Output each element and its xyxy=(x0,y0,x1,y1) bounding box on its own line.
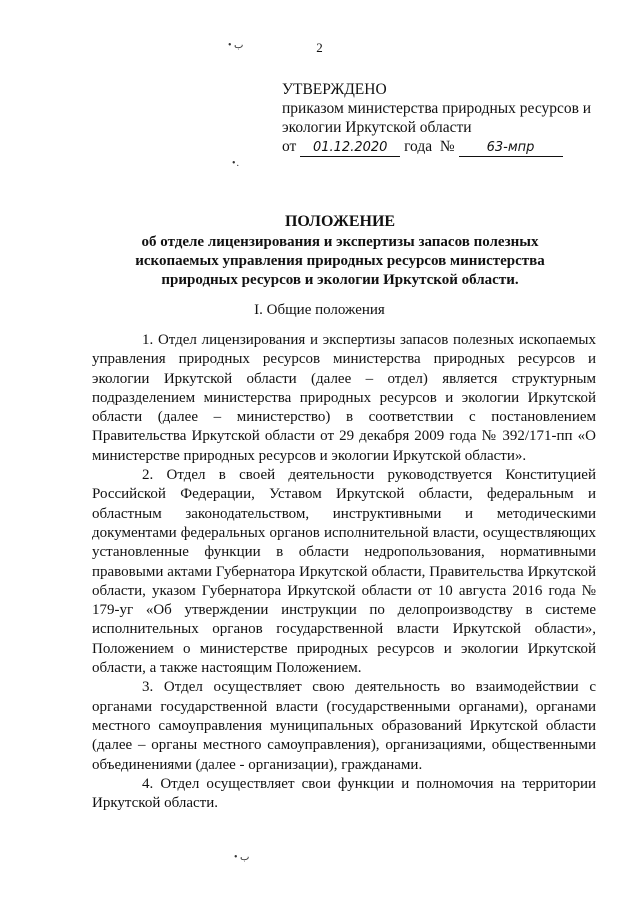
title-line-1: об отделе лицензирования и экспертизы запасов полезных xyxy=(141,234,539,250)
paragraph: 1. Отдел лицензирования и экспертизы запасов полезных ископаемых управления природных ресурсов министерства природных ресурсов и экологии Иркутской области (далее – отдел) является структурным подразделением министерства природных ресурсов и экологии Иркутской области (далее – министерство) в соответствии с постановлением Правительства Иркутской области от 29 декабря 2009 года № 392/171-пп «О министерстве природных ресурсов и экологии Иркутской области». xyxy=(92,332,596,464)
title-line-3: природных ресурсов и экологии Иркутской области. xyxy=(161,272,519,288)
approval-date-line xyxy=(282,137,591,157)
scan-mark: • ب xyxy=(234,852,250,863)
approval-line-2: экологии Иркутской области xyxy=(282,119,472,136)
scan-mark: • ب xyxy=(228,40,244,51)
approval-year-label: года xyxy=(404,138,433,155)
paragraph: 2. Отдел в своей деятельности руководствуется Конституцией Российской Федерации, Уставом Иркутской области, федеральным и областным законодательством, инструктивными и методическими документами федеральных органов исполнительной власти, осуществляющих установленные функции в области недропользования, нормативными правовыми актами Губернатора Иркутской области, Правительства Иркутской области, указом Губернатора Иркутской области от 10 августа 2016 года № 179-уг «Об утверждении инструкции по делопроизводству в системе исполнительных органов государственной власти Иркутской области», Положением о министерстве природных ресурсов и экологии Иркутской области, а также настоящим Положением. xyxy=(92,467,596,677)
approval-line-1: приказом министерства природных ресурсов и xyxy=(282,100,592,117)
body-text xyxy=(92,331,596,813)
scan-mark: •. xyxy=(232,158,241,169)
document-title xyxy=(90,212,590,290)
handwritten-number: 63-мпр xyxy=(459,140,563,157)
title-line-2: ископаемых управления природных ресурсов министерства xyxy=(135,253,545,269)
section-heading: I. Общие положения xyxy=(254,302,385,318)
approval-from-label: от xyxy=(282,138,297,155)
title-main: ПОЛОЖЕНИЕ xyxy=(284,213,396,230)
paragraph: 3. Отдел осуществляет свою деятельность во взаимодействии с органами государственной власти (государственными органами), органами местного самоуправления муниципальных образований Иркутской области (далее – органы местного самоуправления), организациями, общественными объединениями (далее - организации), гражданами. xyxy=(92,679,596,773)
handwritten-date: 01.12.2020 xyxy=(300,140,400,157)
paragraph: 4. Отдел осуществляет свои функции и полномочия на территории Иркутской области. xyxy=(92,775,596,812)
page-number: 2 xyxy=(316,40,323,55)
approval-number-label: № xyxy=(439,138,455,155)
approval-block xyxy=(282,80,591,157)
approval-heading: УТВЕРЖДЕНО xyxy=(282,81,387,98)
